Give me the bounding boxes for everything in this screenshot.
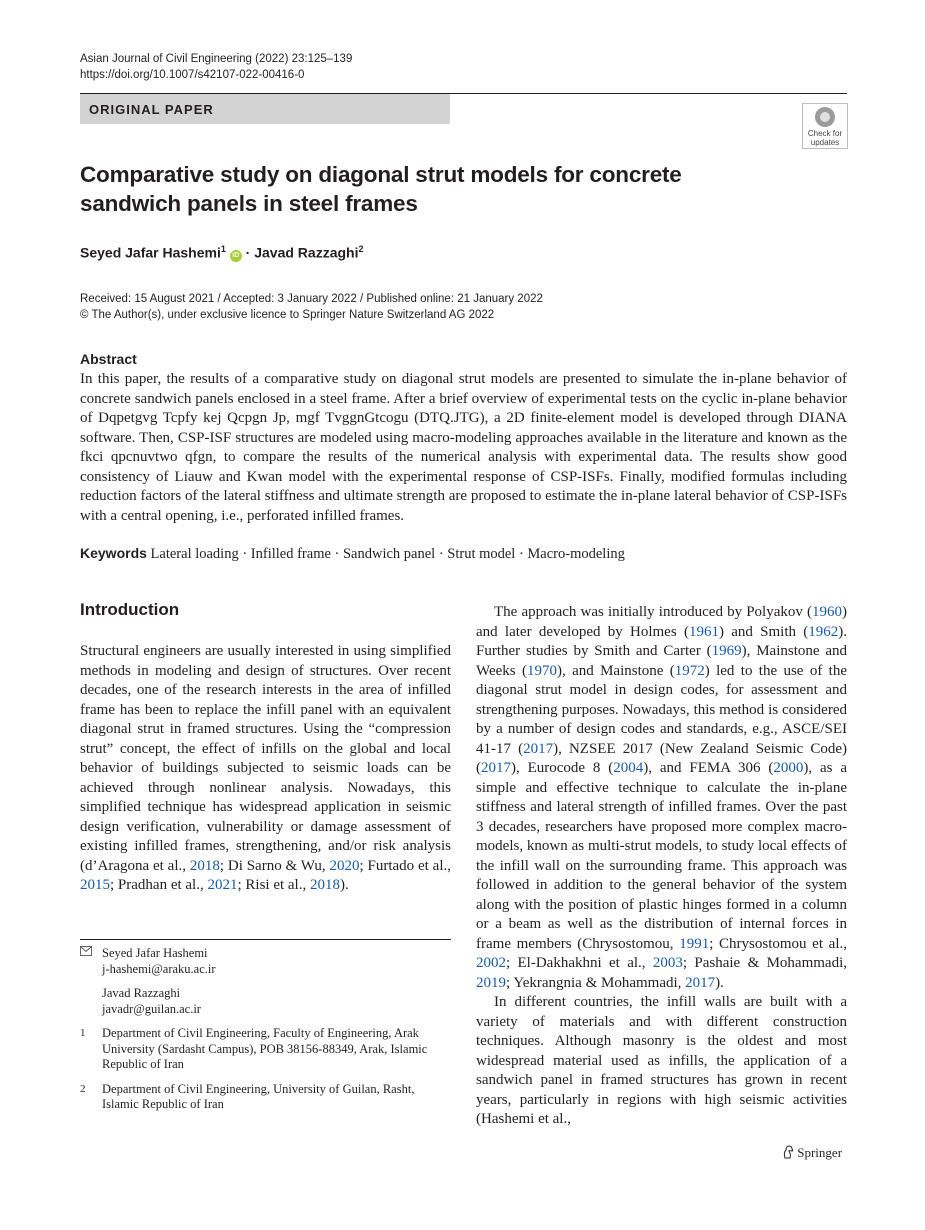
affiliation-2 — [80, 1082, 451, 1113]
citation-link[interactable]: 2000 — [773, 760, 804, 776]
publisher-logo — [782, 1145, 842, 1161]
correspondence-block — [80, 946, 451, 1017]
text-run: ; Risi et al., — [237, 877, 310, 893]
orcid-icon[interactable]: iD — [230, 250, 242, 262]
text-run: ). — [339, 877, 349, 893]
text-run: ), and FEMA 306 ( — [643, 760, 774, 776]
article-type-banner — [80, 93, 847, 117]
citation-link[interactable]: 1991 — [679, 935, 710, 952]
citation-link[interactable]: 2020 — [329, 857, 360, 874]
corresponding-author-name: Seyed Jafar Hashemi — [102, 946, 208, 960]
corresponding-author-email[interactable]: j-hashemi@araku.ac.ir — [102, 961, 216, 976]
doi-link[interactable]: https://doi.org/10.1007/s42107-022-00416-0 — [80, 69, 305, 81]
citation-link[interactable]: 2004 — [613, 760, 644, 776]
dates-line: Received: 15 August 2021 / Accepted: 3 January 2022 / Published online: 21 January 2022 — [80, 293, 543, 305]
text-run: ; Furtado et al., — [359, 857, 451, 874]
text-run: ) and later developed by Holmes ( — [476, 604, 847, 640]
author-list — [80, 244, 364, 262]
envelope-icon — [80, 946, 102, 1017]
banner-box — [80, 94, 450, 124]
correspondence-details — [102, 946, 451, 1017]
author-separator: · — [241, 244, 255, 261]
citation-link[interactable]: 2018 — [189, 857, 220, 874]
text-run: ), Eurocode 8 ( — [511, 760, 614, 776]
footnote-divider — [80, 939, 451, 940]
crossmark-icon — [815, 107, 835, 127]
citation-link[interactable]: 1960 — [812, 604, 842, 620]
intro-paragraph-3: In different countries, the infill walls are built with a variety of materials and with different construction techniques. Although masonry is the oldest and most widespread material used as infills, the application of a sandwich panel in framed structures has grown in recent years, particularly in regions with high seismic activities (Hashemi et al., — [476, 994, 847, 1127]
text-run: ; Pradhan et al., — [110, 877, 208, 893]
text-run: ), NZSEE 2017 (New Zealand Seismic Code) ( — [476, 740, 847, 776]
check-updates-line1: Check for — [807, 129, 843, 138]
citation-link[interactable]: 2019 — [476, 974, 506, 991]
keywords-label: Keywords — [80, 545, 147, 561]
text-run: ). Further studies by Smith and Carter ( — [476, 623, 847, 659]
check-for-updates-badge[interactable] — [802, 103, 848, 149]
intro-paragraph-1 — [80, 642, 451, 896]
affiliation-text: Department of Civil Engineering, Faculty of Engineering, Arak University (Sardasht Campus), POB 38156-88349, Arak, Islamic Republic of Iran — [102, 1026, 428, 1071]
citation-link[interactable]: 1961 — [688, 623, 719, 640]
text-run: ; Chrysostomou et al., — [709, 935, 847, 952]
citation-link[interactable]: 2003 — [652, 955, 683, 971]
intro-paragraph-2 — [476, 603, 847, 993]
text-run: ; El-Dakhakhni et al., — [506, 955, 653, 971]
affiliation-number: 2 — [80, 1082, 86, 1095]
affiliation-text: Department of Civil Engineering, University of Guilan, Rasht, Islamic Republic of Iran — [102, 1081, 415, 1111]
second-author-name: Javad Razzaghi — [102, 986, 181, 1000]
journal-citation: Asian Journal of Civil Engineering (2022) 23:125–139 — [80, 53, 353, 65]
paper-title: Comparative study on diagonal strut models for concrete sandwich panels in steel frames — [80, 162, 682, 216]
author-1[interactable]: Seyed Jafar Hashemi — [80, 244, 221, 261]
text-run: The approach was initially introduced by Polyakov ( — [494, 604, 812, 620]
footnotes — [80, 946, 451, 1122]
citation-link[interactable]: 1970 — [526, 662, 557, 679]
text-run: Structural engineers are usually interested in using simplified methods in modeling and design of structures. Over recent decades, one of the research interests in the area of infilled frame has been to replace the infill panel with an equivalent diagonal strut in framed structures. Using the “compression strut” concept, the effect of infills on the global and local behavior of buildings subjected to seismic loads can be achieved through nonlinear analysis. Nowadays, this simplified technique has widespread application in seismic design verification, vulnerability or damage assessment of existing infilled frames, strengthening, and/or risk analysis (d’Aragona et al., — [80, 643, 451, 874]
right-column — [476, 603, 847, 1130]
publisher-name: Springer — [797, 1145, 843, 1160]
text-run: ), Mainstone and Weeks ( — [476, 643, 847, 679]
second-author-email[interactable]: javadr@guilan.ac.ir — [102, 1001, 201, 1016]
citation-link[interactable]: 1969 — [711, 643, 742, 659]
abstract-heading: Abstract — [80, 351, 137, 367]
affiliation-number: 1 — [80, 1027, 86, 1039]
text-run: ) led to the use of the diagonal strut model in design codes, for assessment and strengthening purposes. Nowadays, this method is considered by a number of design codes and standards, e.g., ASCE/SEI 41-17 ( — [476, 662, 847, 757]
abstract-text: In this paper, the results of a comparative study on diagonal strut models are presented to simulate the in-plane behavior of concrete sandwich panels enclosed in a steel frame. After a brief overview of experimental tests on the cyclic in-plane behavior of Dqpetgvg Tcpfy kej Qcpgn Jp, mgf TvggnGtcogu (DTQ.JTG), a 2D finite-element model is developed through DIANA software. Then, CSP-ISF structures are modeled using macro-modeling approaches available in the literature and known as the fkci qpcnuvtwo qfgn, to compare the results of the numerical analysis with experimental data. The results show good consistency of Liauw and Kwan model with the experimental response of CSP-ISFs. Finally, modified formulas including reduction factors of the lateral stiffness and ultimate strength are proposed to estimate the in-plane lateral behavior of CSP-ISFs with a central opening, i.e., perforated infilled frames. — [80, 371, 847, 524]
introduction-heading: Introduction — [80, 600, 180, 619]
author-1-affil: 1 — [220, 244, 226, 254]
text-run: ) and Smith ( — [718, 623, 809, 640]
citation-link[interactable]: 2002 — [476, 955, 506, 971]
text-run: ). — [715, 974, 724, 991]
citation-link[interactable]: 1972 — [674, 662, 705, 679]
left-column — [80, 642, 451, 896]
keywords-list: Lateral loading · Infilled frame · Sandwich panel · Strut model · Macro-modeling — [150, 546, 625, 562]
text-run: ; Pashaie & Mohammadi, — [682, 955, 847, 971]
citation-link[interactable]: 2017 — [523, 740, 554, 757]
citation-link[interactable]: 2017 — [685, 974, 716, 991]
author-2[interactable]: Javad Razzaghi — [254, 244, 359, 261]
text-run: ; Di Sarno & Wu, — [219, 857, 330, 874]
author-2-affil: 2 — [358, 244, 364, 254]
article-type-label: ORIGINAL PAPER — [89, 102, 214, 117]
text-run: ; Yekrangnia & Mohammadi, — [506, 974, 686, 991]
text-run: ), as a simple and effective technique to calculate the in-plane stiffness and lateral strength of infilled frames. Over the past 3 decades, researchers have proposed more complex macro-models, known as multi-strut models, to study local effects of the infill wall on the surrounding frame. This approach was followed in addition to the general behavior of the system along with the position of plastic hinges formed in a column or a beam as well as the distribution of internal forces in frame members (Chrysostomou, — [476, 760, 847, 952]
citation-link[interactable]: 2017 — [481, 760, 511, 776]
copyright-line: © The Author(s), under exclusive licence to Springer Nature Switzerland AG 2022 — [80, 309, 495, 321]
citation-link[interactable]: 2021 — [207, 877, 238, 893]
affiliation-1 — [80, 1026, 451, 1073]
citation-link[interactable]: 2015 — [80, 877, 110, 893]
publication-dates — [80, 291, 543, 323]
keywords — [80, 545, 847, 563]
journal-header — [80, 51, 352, 83]
text-run: ), and Mainstone ( — [556, 662, 675, 679]
citation-link[interactable]: 1962 — [808, 623, 839, 640]
check-updates-line2: updates — [810, 138, 840, 147]
springer-horse-icon — [782, 1145, 794, 1159]
citation-link[interactable]: 2018 — [309, 877, 340, 893]
